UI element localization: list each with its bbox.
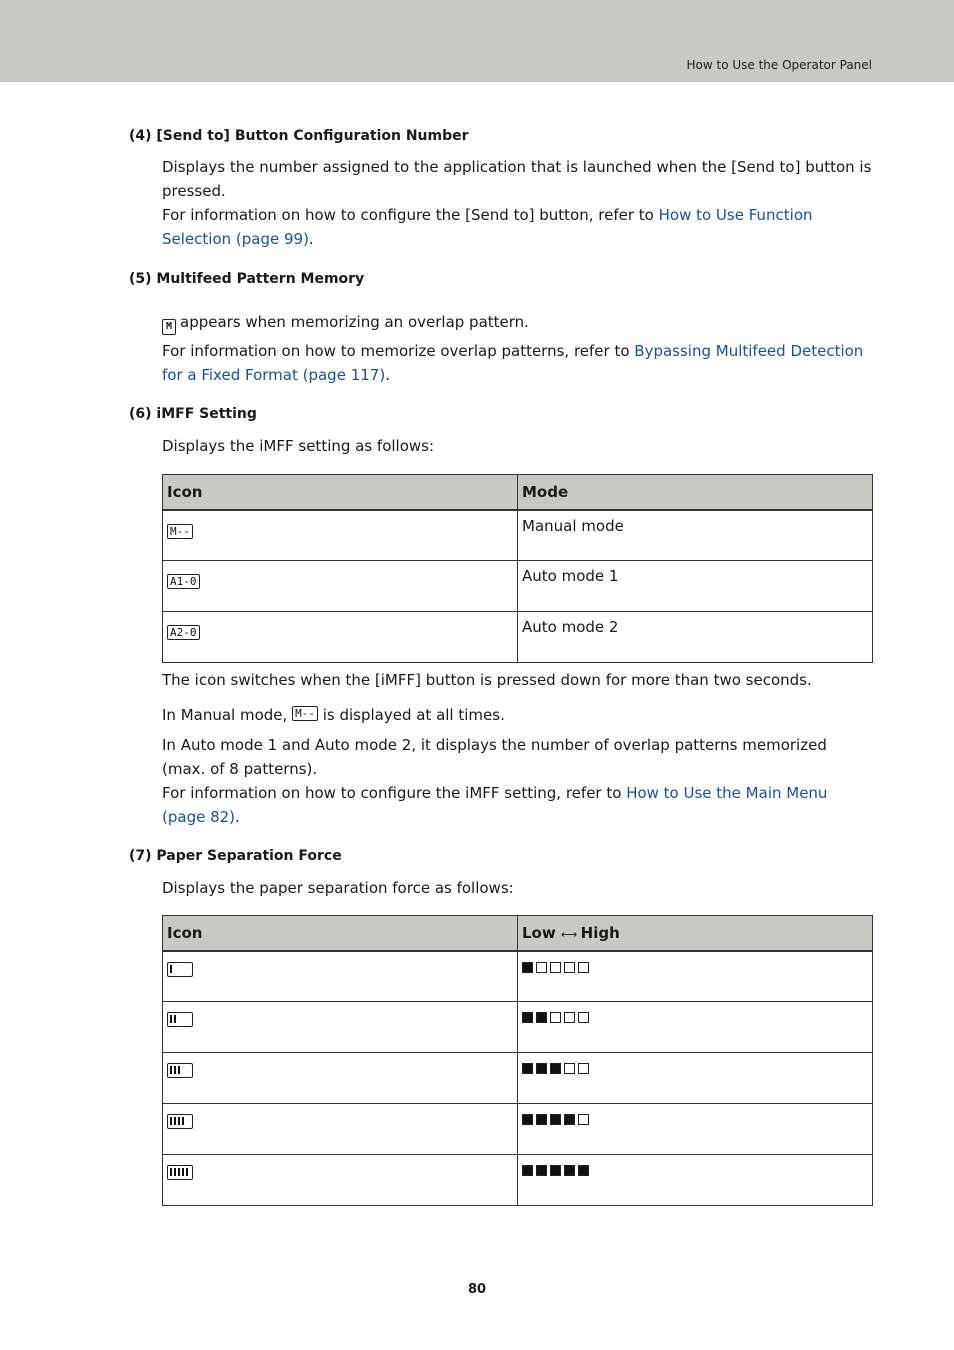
level-bar bbox=[182, 1117, 184, 1125]
empty-square-icon bbox=[550, 1012, 561, 1023]
section-5-paragraph-1 bbox=[162, 310, 874, 335]
separation-col-icon: Icon bbox=[163, 916, 518, 951]
level-bar bbox=[186, 1168, 188, 1176]
filled-square-icon bbox=[536, 1012, 547, 1023]
section-6-note-2-post: is displayed at all times. bbox=[317, 706, 505, 724]
filled-square-icon bbox=[536, 1114, 547, 1125]
table-row bbox=[163, 1155, 873, 1206]
section-4-body bbox=[162, 155, 874, 251]
page-header bbox=[0, 0, 954, 82]
separation-level-cell bbox=[518, 1053, 873, 1104]
empty-square-icon bbox=[564, 1012, 575, 1023]
section-6-note-4 bbox=[162, 781, 874, 829]
separation-level-4-icon bbox=[167, 1114, 193, 1129]
level-bar bbox=[170, 1117, 172, 1125]
section-6-note-2 bbox=[162, 703, 874, 727]
empty-square-icon bbox=[564, 1063, 575, 1074]
imff-auto1-icon: A1-0 bbox=[167, 574, 200, 589]
level-bar bbox=[182, 1168, 184, 1176]
table-row bbox=[163, 510, 873, 561]
section-5-text-1: appears when memorizing an overlap pattern. bbox=[180, 313, 529, 331]
section-7-intro: Displays the paper separation force as follows: bbox=[162, 879, 514, 897]
table-row bbox=[163, 1104, 873, 1155]
separation-icon-cell bbox=[163, 1155, 518, 1206]
separation-level-cell bbox=[518, 1002, 873, 1053]
empty-square-icon bbox=[578, 962, 589, 973]
page-number: 80 bbox=[467, 1282, 487, 1297]
filled-square-icon bbox=[564, 1165, 575, 1176]
separation-table-header bbox=[163, 916, 873, 951]
imff-table bbox=[162, 474, 873, 663]
imff-mode-cell: Auto mode 1 bbox=[518, 561, 873, 612]
filled-square-icon bbox=[522, 1063, 533, 1074]
level-bar bbox=[174, 1168, 176, 1176]
filled-square-icon bbox=[536, 1165, 547, 1176]
imff-icon-cell bbox=[163, 561, 518, 612]
section-6-note-1: The icon switches when the [iMFF] button is pressed down for more than two seconds. bbox=[162, 671, 812, 689]
section-6-period: . bbox=[235, 808, 240, 826]
filled-square-icon bbox=[550, 1114, 561, 1125]
filled-square-icon bbox=[522, 1012, 533, 1023]
filled-square-icon bbox=[564, 1114, 575, 1125]
high-label: High bbox=[580, 923, 620, 942]
section-6-note-4-pre: For information on how to configure the iMFF setting, refer to bbox=[162, 784, 627, 802]
empty-square-icon bbox=[578, 1063, 589, 1074]
low-label: Low bbox=[522, 923, 556, 942]
table-row bbox=[163, 612, 873, 663]
filled-square-icon bbox=[578, 1165, 589, 1176]
table-row bbox=[163, 1053, 873, 1104]
section-4-paragraph-2 bbox=[162, 203, 874, 251]
table-row bbox=[163, 1002, 873, 1053]
separation-icon-cell bbox=[163, 1104, 518, 1155]
section-6-intro: Displays the iMFF setting as follows: bbox=[162, 437, 435, 455]
section-6-note-2-pre: In Manual mode, bbox=[162, 706, 293, 724]
separation-icon-cell bbox=[163, 951, 518, 1002]
imff-icon-cell bbox=[163, 612, 518, 663]
link-bypassing-multifeed[interactable]: Bypassing Multifeed Detection for a Fixed Format (page 117) bbox=[162, 342, 864, 384]
separation-level-3-icon bbox=[167, 1063, 193, 1078]
level-bar bbox=[170, 1168, 172, 1176]
level-bar bbox=[178, 1168, 180, 1176]
section-4-text: For information on how to configure the [Send to] button, refer to bbox=[162, 206, 659, 224]
empty-square-icon bbox=[536, 962, 547, 973]
imff-mode-cell: Auto mode 2 bbox=[518, 612, 873, 663]
level-bar bbox=[178, 1066, 180, 1074]
header-title: How to Use the Operator Panel bbox=[686, 58, 872, 72]
section-7-heading: (7) Paper Separation Force bbox=[129, 848, 342, 864]
section-5-paragraph-2 bbox=[162, 339, 874, 387]
empty-square-icon bbox=[550, 962, 561, 973]
separation-icon-cell bbox=[163, 1002, 518, 1053]
level-bar bbox=[178, 1117, 180, 1125]
section-5-body bbox=[162, 310, 874, 387]
level-bar bbox=[174, 1066, 176, 1074]
separation-level-2-icon bbox=[167, 1012, 193, 1027]
section-6-heading: (6) iMFF Setting bbox=[129, 406, 257, 422]
imff-icon-cell bbox=[163, 510, 518, 561]
separation-level-cell bbox=[518, 1104, 873, 1155]
section-6-note-3: In Auto mode 1 and Auto mode 2, it displays the number of overlap patterns memorized (max. of 8 patterns). bbox=[162, 736, 827, 778]
imff-col-mode: Mode bbox=[518, 475, 873, 510]
separation-level-1-icon bbox=[167, 962, 193, 977]
separation-force-table bbox=[162, 915, 873, 1206]
section-4-paragraph-1: Displays the number assigned to the application that is launched when the [Send to] button is pressed. bbox=[162, 158, 872, 200]
multifeed-memory-icon: M bbox=[162, 319, 176, 335]
separation-level-5-icon bbox=[167, 1165, 193, 1180]
level-bar bbox=[174, 1117, 176, 1125]
imff-manual-inline-icon: M-- bbox=[292, 706, 318, 721]
link-main-menu[interactable]: How to Use the Main Menu (page 82) bbox=[162, 784, 828, 826]
table-row bbox=[163, 951, 873, 1002]
separation-level-cell bbox=[518, 1155, 873, 1206]
separation-table-body bbox=[163, 951, 873, 1206]
separation-icon-cell bbox=[163, 1053, 518, 1104]
separation-col-level bbox=[518, 916, 873, 951]
empty-square-icon bbox=[578, 1012, 589, 1023]
imff-auto2-icon: A2-0 bbox=[167, 625, 200, 640]
imff-mode-cell: Manual mode bbox=[518, 510, 873, 561]
filled-square-icon bbox=[536, 1063, 547, 1074]
link-function-selection[interactable]: How to Use Function Selection (page 99) bbox=[162, 206, 813, 248]
filled-square-icon bbox=[522, 962, 533, 973]
section-5-period: . bbox=[385, 366, 390, 384]
filled-square-icon bbox=[522, 1114, 533, 1125]
filled-square-icon bbox=[550, 1063, 561, 1074]
level-bar bbox=[170, 1066, 172, 1074]
level-bar bbox=[170, 1015, 172, 1023]
filled-square-icon bbox=[550, 1165, 561, 1176]
section-5-heading: (5) Multifeed Pattern Memory bbox=[129, 271, 365, 287]
level-bar bbox=[170, 965, 172, 973]
low-high-arrow-icon: ←→ bbox=[560, 927, 576, 941]
table-row bbox=[163, 561, 873, 612]
filled-square-icon bbox=[522, 1165, 533, 1176]
empty-square-icon bbox=[564, 962, 575, 973]
imff-table-header bbox=[163, 475, 873, 510]
level-bar bbox=[174, 1015, 176, 1023]
separation-level-cell bbox=[518, 951, 873, 1002]
imff-col-icon: Icon bbox=[163, 475, 518, 510]
section-4-heading: (4) [Send to] Button Configuration Number bbox=[129, 128, 469, 144]
imff-manual-icon: M-- bbox=[167, 524, 193, 539]
section-4-period: . bbox=[308, 230, 314, 248]
empty-square-icon bbox=[578, 1114, 589, 1125]
section-5-text-2: For information on how to memorize overlap patterns, refer to bbox=[162, 342, 635, 360]
